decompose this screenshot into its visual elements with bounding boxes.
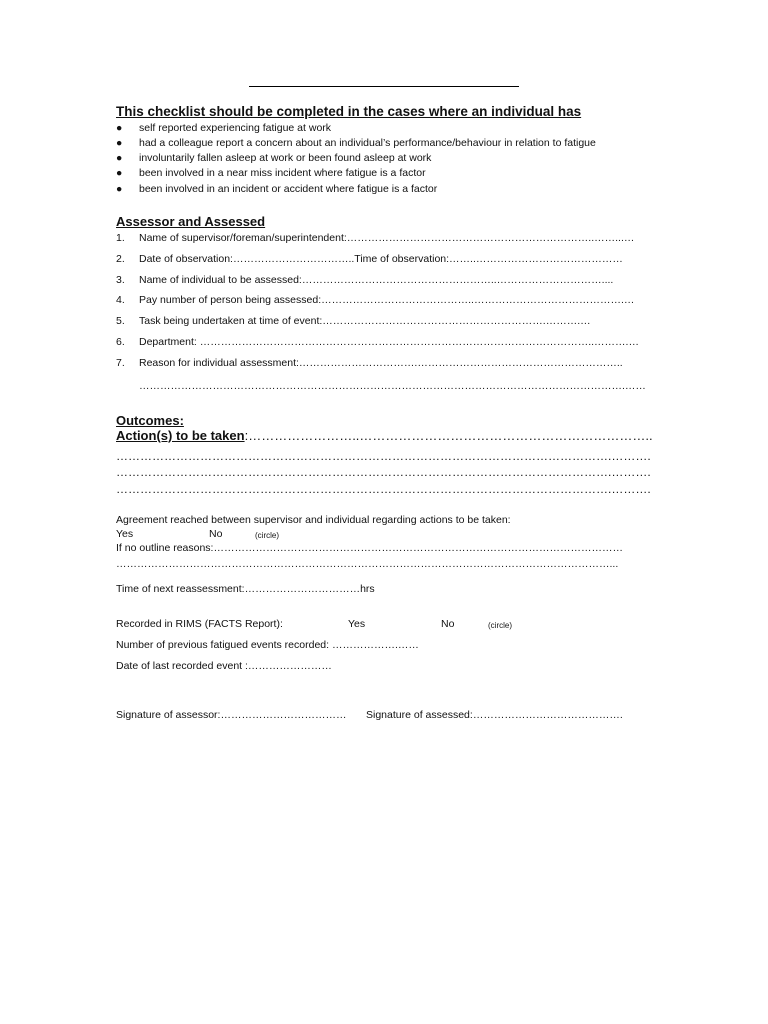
item-number: 2.: [116, 252, 125, 265]
list-item: [116, 137, 596, 152]
agreement-statement: Agreement reached between supervisor and individual regarding actions to be taken:: [116, 514, 511, 526]
outline-reasons-line: ……………………………………………………………………………………………………………………………...: [116, 558, 619, 570]
bullet-icon: ●: [116, 152, 123, 164]
criteria-list: [116, 122, 596, 199]
supervisor-name-field: Name of supervisor/foreman/superintendent:……………………………………………………………..……...…: [139, 232, 635, 244]
item-number: 6.: [116, 335, 125, 348]
assessor-signature-field: Signature of assessor:………………………………: [116, 709, 347, 721]
last-event-date-field: Date of last recorded event :……………………: [116, 660, 332, 672]
rims-no-option: No: [441, 618, 455, 630]
bullet-icon: ●: [116, 167, 123, 179]
action-line: …………………………………………………………………………………………………………….……….: [116, 465, 651, 479]
item-number: 3.: [116, 273, 125, 286]
criteria-text: involuntarily fallen asleep at work or been found asleep at work: [139, 152, 432, 164]
list-item: [116, 315, 639, 336]
rims-label: Recorded in RIMS (FACTS Report):: [116, 618, 283, 630]
observation-date-time-field: Date of observation:……………………………..Time of observation:……..……………………………………: [139, 252, 623, 265]
previous-events-field: Number of previous fatigued events recorded: ……………….……: [116, 639, 419, 651]
reason-continuation-line: ………………………………………………………………………………………………………………………….……: [139, 380, 646, 392]
list-item: [116, 294, 639, 315]
item-number: 7.: [116, 356, 125, 369]
rims-yes-option: Yes: [348, 618, 366, 630]
agreement-no-option: No: [209, 528, 223, 540]
next-reassessment-field: Time of next reassessment:……………………………hrs: [116, 583, 375, 595]
item-number: 4.: [116, 294, 125, 307]
list-item: [116, 357, 639, 378]
outline-reasons-field: If no outline reasons:………………………………………………………………………………………………………: [116, 542, 623, 554]
assessed-signature-field: Signature of assessed:…………………………………….: [366, 709, 623, 721]
criteria-text: self reported experiencing fatigue at work: [139, 122, 332, 134]
list-item: [116, 167, 596, 183]
title-underline: [249, 86, 519, 87]
list-item: [116, 122, 596, 137]
item-number: 1.: [116, 232, 125, 244]
actions-heading: [116, 428, 653, 443]
individual-name-field: Name of individual to be assessed:………………………………………………..…………………………....: [139, 273, 614, 286]
agreement-circle-note: (circle): [255, 531, 279, 540]
outcomes-heading: Outcomes:: [116, 413, 184, 428]
list-item: [116, 232, 639, 253]
action-line: …………………………………………………………………………………………………………….……….: [116, 482, 651, 496]
bullet-icon: ●: [116, 183, 123, 195]
rims-circle-note: (circle): [488, 621, 512, 630]
actions-label: Action(s) to be taken: [116, 428, 245, 443]
agreement-yes-option: Yes: [116, 528, 134, 540]
criteria-text: had a colleague report a concern about an individual’s performance/behaviour in relation to fatigue: [139, 137, 596, 149]
bullet-icon: ●: [116, 137, 123, 149]
list-item: [116, 152, 596, 167]
list-item: [116, 336, 639, 357]
department-field: Department: …………………………………………………………………………………………………..……….…: [139, 335, 639, 348]
bullet-icon: ●: [116, 122, 123, 134]
task-field: Task being undertaken at time of event:……………………………………………………….……….…: [139, 315, 591, 328]
assessor-fields-list: [116, 232, 639, 378]
criteria-text: been involved in a near miss incident where fatigue is a factor: [139, 167, 426, 179]
action-line: …………………………………………………………………………………………………………….……….: [116, 449, 651, 463]
assessor-section-heading: Assessor and Assessed: [116, 214, 266, 229]
list-item: [116, 274, 639, 295]
list-item: [116, 183, 596, 199]
pay-number-field: Pay number of person being assessed:……………………………………..…………………………………….…: [139, 294, 635, 307]
criteria-text: been involved in an incident or accident where fatigue is a factor: [139, 183, 438, 195]
checklist-heading: This checklist should be completed in the cases where an individual has: [116, 104, 582, 119]
reason-field: Reason for individual assessment:…………………………….…………………………………………………..: [139, 356, 623, 369]
actions-dots: :……………………..…………………………………………………………..: [244, 428, 653, 443]
list-item: [116, 253, 639, 274]
item-number: 5.: [116, 315, 125, 328]
